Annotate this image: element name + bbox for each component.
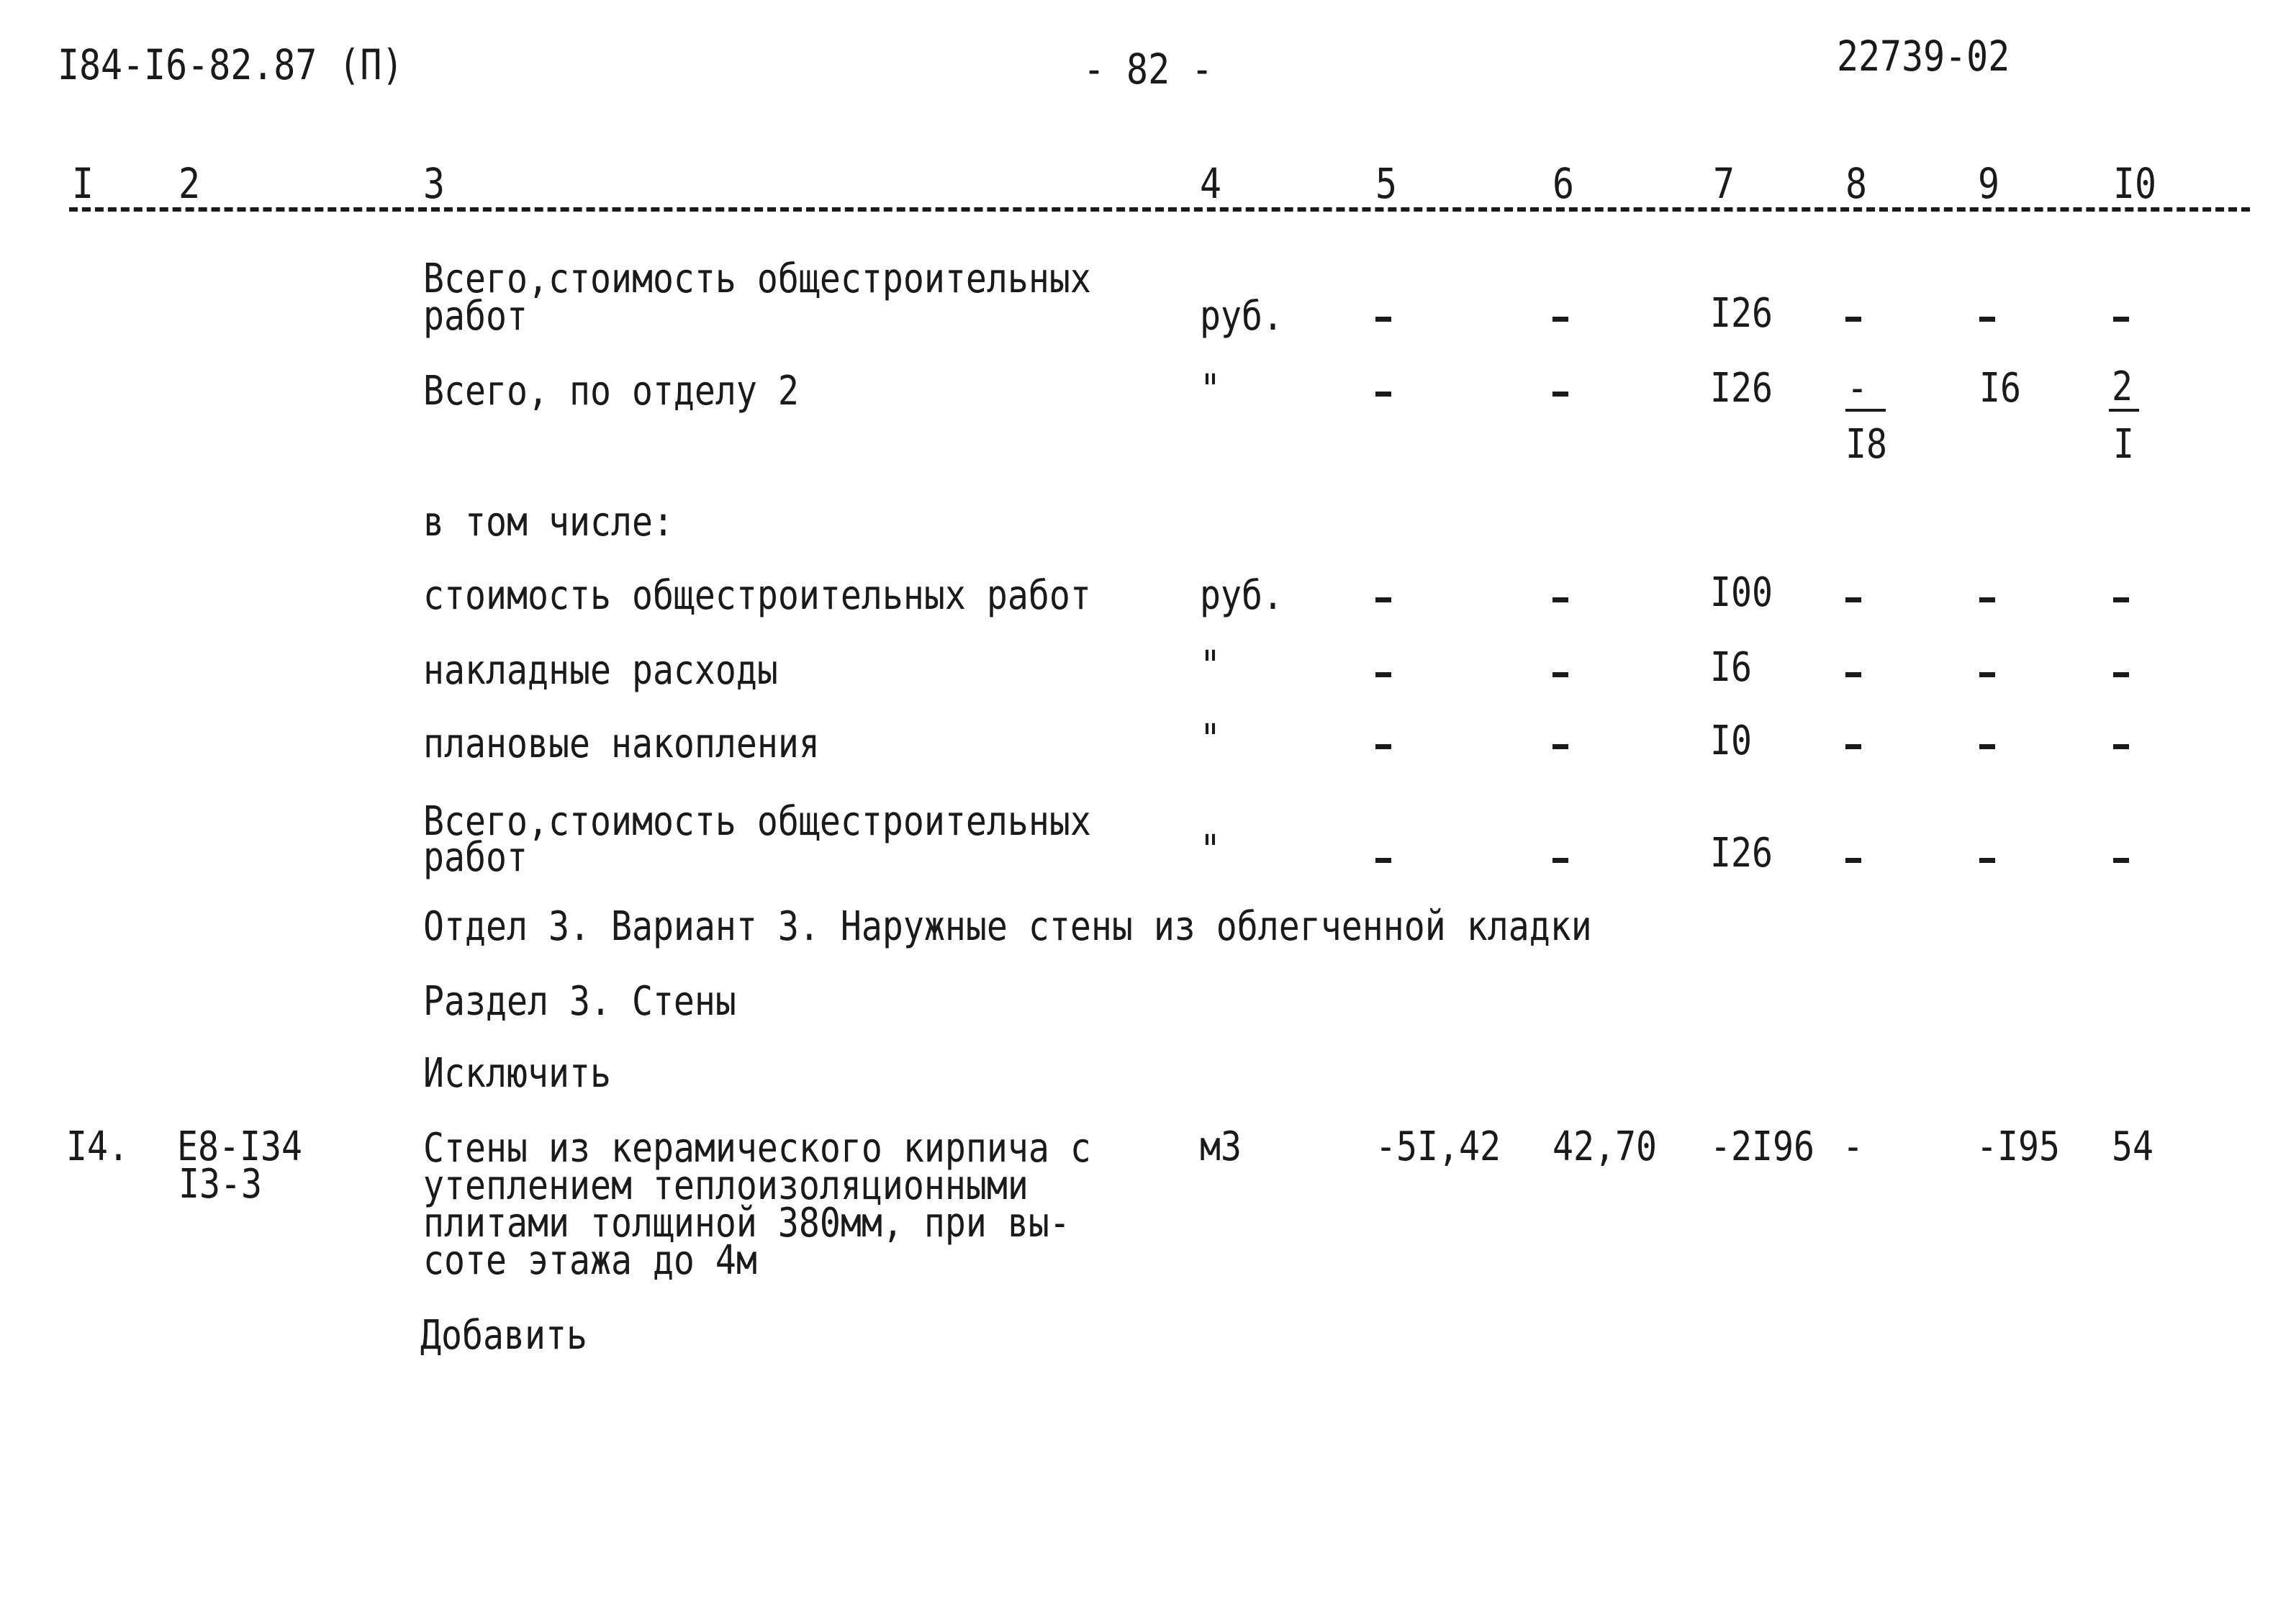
row-description: Всего,стоимость общестроительных	[423, 255, 1091, 302]
archive-number: 22739-02	[1837, 32, 2010, 81]
column-header-9: 9	[1978, 159, 2000, 208]
dash-col10	[2113, 672, 2129, 677]
value-col5: -5I,42	[1375, 1123, 1501, 1170]
column-header-4: 4	[1200, 159, 1222, 208]
dash-col9	[1979, 317, 1995, 322]
column-header-8: 8	[1845, 159, 1868, 208]
item-description-cont-1: утеплением теплоизоляционными	[423, 1162, 1029, 1209]
dash-col10	[2113, 597, 2129, 602]
row-description-cont: работ	[423, 293, 528, 340]
item-code-sub: I3-3	[178, 1161, 262, 1208]
item-unit: м3	[1200, 1123, 1242, 1170]
dash-col5	[1375, 744, 1391, 749]
value-col7: I26	[1710, 365, 1773, 412]
item-description: Стены из керамического кирпича с	[423, 1125, 1091, 1172]
dash-col9	[1979, 744, 1995, 749]
dash-col5	[1375, 317, 1391, 322]
page-number: - 82 -	[1083, 45, 1213, 94]
value-col7: I26	[1710, 290, 1773, 337]
add-label: Добавить	[420, 1312, 587, 1359]
row-description: Всего, по отделу 2	[423, 368, 799, 415]
value-col7: I0	[1710, 718, 1752, 764]
row-unit: "	[1200, 643, 1221, 689]
value-col10-bottom: I	[2113, 421, 2134, 468]
fraction-line-col10	[2109, 409, 2139, 412]
dash-col6	[1552, 392, 1568, 397]
dash-col6	[1552, 858, 1568, 863]
row-description: плановые накопления	[423, 720, 820, 767]
row-unit: "	[1200, 827, 1221, 874]
dash-col8	[1845, 744, 1861, 749]
dash-col8	[1845, 672, 1861, 677]
value-col10: 54	[2112, 1123, 2153, 1170]
item-description-cont-2: плитами толщиной 380мм, при вы-	[423, 1200, 1070, 1247]
fraction-line-col8	[1845, 409, 1886, 412]
value-col10-top: 2	[2112, 363, 2133, 410]
column-header-7: 7	[1713, 159, 1735, 208]
dash-col5	[1375, 392, 1391, 397]
column-header-1: I	[72, 159, 94, 208]
column-header-2: 2	[178, 159, 201, 208]
dash-col9	[1979, 672, 1995, 677]
value-col6: 42,70	[1552, 1123, 1657, 1170]
value-col7: I6	[1710, 644, 1752, 691]
exclude-label: Исключить	[423, 1050, 611, 1097]
item-code: Е8-I34	[177, 1123, 302, 1170]
section-heading-chapter-3: Раздел 3. Стены	[423, 978, 736, 1025]
dash-col10	[2113, 744, 2129, 749]
value-col9: -I95	[1976, 1123, 2060, 1170]
dash-col5	[1375, 672, 1391, 677]
value-col9: I6	[1979, 365, 2021, 412]
value-col7: I00	[1710, 569, 1773, 616]
dash-col8	[1845, 858, 1861, 863]
header-rule	[69, 207, 2250, 212]
dash-col6	[1552, 597, 1568, 602]
column-header-10: I0	[2113, 159, 2157, 208]
row-description: накладные расходы	[423, 647, 778, 694]
row-description: стоимость общестроительных работ	[423, 572, 1091, 619]
value-col8-top: -	[1847, 365, 1868, 412]
dash-col5	[1375, 597, 1391, 602]
row-unit: руб.	[1200, 572, 1283, 619]
row-description-cont: работ	[423, 834, 528, 881]
value-col7: -2I96	[1710, 1123, 1814, 1170]
dash-col8	[1845, 317, 1861, 322]
dash-col9	[1979, 597, 1995, 602]
item-description-cont-3: соте этажа до 4м	[423, 1237, 757, 1284]
row-unit: "	[1200, 716, 1221, 763]
item-number: I4.	[66, 1123, 129, 1170]
dash-col9	[1979, 858, 1995, 863]
value-col8-bottom: I8	[1845, 421, 1887, 468]
dash-col10	[2113, 858, 2129, 863]
column-header-6: 6	[1552, 159, 1575, 208]
row-description: Всего,стоимость общестроительных	[423, 798, 1091, 845]
row-unit: "	[1200, 366, 1221, 413]
dash-col10	[2113, 317, 2129, 322]
dash-col8	[1845, 597, 1861, 602]
dash-col6	[1552, 317, 1568, 322]
value-col8: -	[1843, 1123, 1863, 1170]
row-including-label: в том числе:	[423, 499, 674, 546]
dash-col5	[1375, 858, 1391, 863]
column-header-5: 5	[1375, 159, 1398, 208]
document-code: I84-I6-82.87 (П)	[58, 40, 404, 89]
dash-col6	[1552, 672, 1568, 677]
section-heading-department-3: Отдел 3. Вариант 3. Наружные стены из облегченной кладки	[423, 903, 1592, 950]
value-col7: I26	[1710, 830, 1773, 877]
row-unit: руб.	[1200, 293, 1283, 340]
dash-col6	[1552, 744, 1568, 749]
column-header-3: 3	[423, 159, 446, 208]
